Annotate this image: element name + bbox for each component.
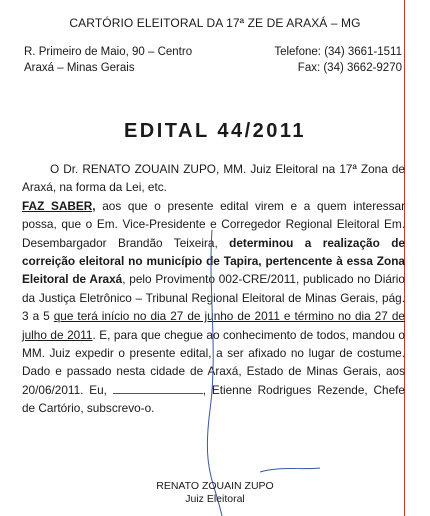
edital-body [22, 160, 405, 418]
office-contacts [252, 44, 402, 76]
faz-saber-label: FAZ SABER, [22, 198, 96, 213]
signer-role: Juiz Eleitoral [185, 493, 245, 505]
signature-block [0, 480, 430, 506]
text-segment: aos que o presente edital virem e a quem interessar possa, que o Em. Vice-Presidente e Corregedor Regional Eleitoral Em. Desembargador Brandão Teixeira, [22, 198, 405, 250]
fax-number: Fax: (34) 3662-9270 [297, 62, 402, 74]
text-segment: , pelo Provimento 002-CRE/2011, publicado no Diário da Justiça Eletrônico – Tribunal Regional Eleitoral de Minas Gerais, pág. 3 a 5 [22, 272, 405, 324]
signature-blank-line [113, 381, 203, 394]
text-segment: , Etienne Rodrigues Rezende, Chefe de Cartório, subscrevo-o. [22, 382, 405, 416]
underlined-segment: que terá início no dia 27 de junho de 2011 e término no dia 27 de julho de 2011 [22, 309, 405, 342]
signer-name: RENATO ZOUAIN ZUPO [156, 480, 274, 492]
address-line2: Araxá – Minas Gerais [24, 62, 135, 74]
bold-segment: determinou a realização de correição eleitoral no município de Tapira, pertencente à essa Zona Eleitoral de Araxá [22, 235, 405, 287]
main-paragraph [22, 197, 405, 418]
edital-title: EDITAL 44/2011 [123, 120, 307, 142]
address-line1: R. Primeiro de Maio, 90 – Centro [24, 46, 193, 58]
phone-number: Telefone: (34) 3661-1511 [274, 46, 402, 58]
office-title: CARTÓRIO ELEITORAL DA 17ª ZE DE ARAXÁ – MG [69, 16, 361, 30]
text-segment: . E, para que chegue ao conhecimento de todos, mandou o MM. Juiz expedir o presente edital, a ser afixado no lugar de costume. Dado e passado nesta cidade de Araxá, Estado de Minas Gerais, aos 20/06/2011. Eu, [22, 327, 405, 397]
office-address [24, 44, 192, 76]
intro-paragraph: O Dr. RENATO ZOUAIN ZUPO, MM. Juiz Eleitoral na 17ª Zona de Araxá, na forma da Lei, etc. [22, 162, 405, 195]
